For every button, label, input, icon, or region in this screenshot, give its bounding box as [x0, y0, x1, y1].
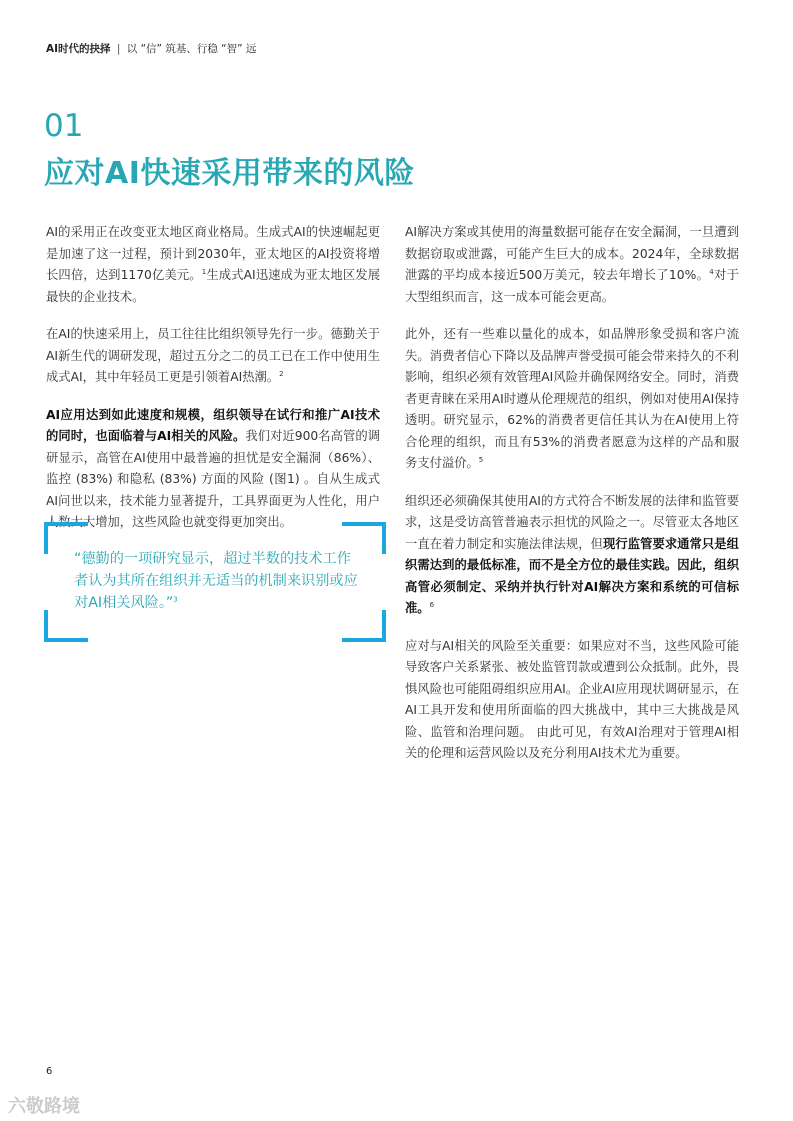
left-p2-text: 在AI的快速采用上，员工往往比组织领导先行一步。德勤关于AI新生代的调研发现，超过五分之二的员工已在工作中使用生成式AI，其中年轻员工更是引领着AI热潮。 — [46, 327, 380, 384]
right-paragraph-3 — [405, 491, 739, 620]
footnote-ref-1[interactable]: 1 — [201, 267, 207, 276]
section-title: 应对AI快速采用带来的风险 — [44, 156, 415, 191]
pull-quote — [44, 522, 386, 642]
left-p1-text-2: 生成式AI迅速成为亚太地区发展最快的企业技术。 — [46, 268, 380, 304]
header-separator: | — [116, 43, 121, 55]
header-subtitle: 以 “信” 筑基、行稳 “智” 远 — [126, 43, 257, 55]
left-paragraph-1 — [46, 222, 380, 308]
right-column — [405, 222, 739, 781]
watermark: 六敬路境 — [8, 1096, 80, 1117]
bracket-bottom-right — [342, 610, 386, 642]
right-paragraph-4 — [405, 636, 739, 765]
bracket-bottom-left — [44, 610, 88, 642]
left-paragraph-3 — [46, 405, 380, 534]
left-p3-text: 我们对近900名高管的调研显示，高管在AI使用中最普遍的担忧是安全漏洞（86%）、监控 (83%) 和隐私 (83%) 方面的风险 (图1) 。自从生成式AI问世以来，技术能力显著提升，工具界面更为人性化，用户人数大大增加，这些风险也就变得更加突出。 — [46, 429, 381, 529]
right-p2-text: 此外，还有一些难以量化的成本，如品牌形象受损和客户流失。消费者信心下降以及品牌声誉受损可能会带来持久的不利影响，组织必须有效管理AI风险并确保网络安全。同时，消费者更青睐在采用AI时遵从伦理规范的组织，例如对使用AI保持透明。研究显示，62%的消费者更信任其认为在AI使用上符合伦理的组织，而且有53%的消费者愿意为这样的产品和服务支付溢价。 — [405, 327, 739, 470]
right-p1-text-2: 对于大型组织而言，这一成本可能会更高。 — [405, 268, 739, 304]
right-p3-bold: 现行监管要求通常只是组织需达到的最低标准，而不是全方位的最佳实践。因此，组织高管必须制定、采纳并执行针对AI解决方案和系统的可信标准。 — [405, 536, 739, 615]
right-p3-text: 组织还必须确保其使用AI的方式符合不断发展的法律和监管要求，这是受访高管普遍表示担忧的风险之一。尽管亚太各地区一直在着力制定和实施法律法规，但 — [405, 493, 739, 551]
quote-text — [74, 548, 364, 614]
right-p1-text: AI解决方案或其使用的海量数据可能存在安全漏洞，一旦遭到数据窃取或泄露，可能产生巨大的成本。2024年，全球数据泄露的平均成本接近500万美元，较去年增长了10%。 — [405, 225, 739, 282]
running-header — [46, 41, 256, 56]
quote-body: “德勤的一项研究显示，超过半数的技术工作者认为其所在组织并无适当的机制来识别或应对AI相关风险。” — [74, 551, 358, 611]
left-p3-bold: AI应用达到如此速度和规模，组织领导在试行和推广AI技术的同时，也面临着与AI相关的风险。 — [46, 407, 380, 443]
header-title: AI时代的抉择 — [46, 43, 111, 55]
section-number: 01 — [44, 108, 84, 144]
page-number: 6 — [46, 1066, 53, 1077]
right-paragraph-1 — [405, 222, 739, 308]
right-p4-text: 应对与AI相关的风险至关重要：如果应对不当，这些风险可能导致客户关系紧张、被处监管罚款或遭到公众抵制。此外，畏惧风险也可能阻碍组织应用AI。企业AI应用现状调研显示，在AI工具开发和使用所面临的四大挑战中，其中三大挑战是风险、监管和治理问题。 由此可见，有效AI治理对于管理AI相关的伦理和运营风险以及充分利用AI技术尤为重要。 — [405, 638, 739, 760]
footnote-ref-2[interactable]: 2 — [279, 369, 284, 378]
footnote-ref-6[interactable]: 6 — [429, 600, 435, 609]
left-column — [46, 222, 380, 550]
left-paragraph-2 — [46, 324, 380, 389]
left-p1-text: AI的采用正在改变亚太地区商业格局。生成式AI的快速崛起更是加速了这一过程，预计到2030年，亚太地区的AI投资将增长四倍，达到1170亿美元。 — [46, 225, 380, 282]
footnote-ref-4[interactable]: 4 — [709, 267, 714, 276]
footnote-ref-3[interactable]: 3 — [173, 595, 178, 604]
footnote-ref-5[interactable]: 5 — [478, 455, 484, 464]
right-paragraph-2 — [405, 324, 739, 475]
